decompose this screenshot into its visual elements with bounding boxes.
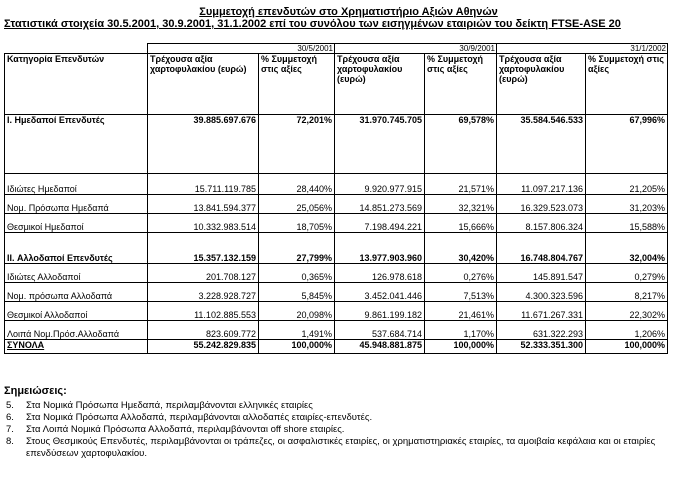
note-number: 5. <box>6 400 14 411</box>
share-cell: 18,705% <box>259 214 335 233</box>
share-cell: 1,491% <box>259 321 335 340</box>
value-cell: 3.228.928.727 <box>148 283 259 302</box>
table-row <box>5 233 668 264</box>
value-cell: 7.198.494.221 <box>335 214 425 233</box>
share-cell: 100,000% <box>259 340 335 354</box>
document-subtitle: Στατιστικά στοιχεία 30.5.2001, 30.9.2001, 31.1.2002 επί του συνόλου των εισηγμένων εταιριών του δείκτη FTSE-ASE 20 <box>4 18 621 30</box>
table-row <box>5 115 668 174</box>
header-category: Κατηγορία Επενδυτών <box>5 54 148 115</box>
share-cell: 21,461% <box>425 302 497 321</box>
share-cell: 72,201% <box>259 115 335 174</box>
header-value: Τρέχουσα αξία χαρτοφυλακίου (ευρώ) <box>497 54 586 115</box>
table-row <box>5 195 668 214</box>
table-row <box>5 302 668 321</box>
row-label: Νομ. πρόσωπα Αλλοδαπά <box>5 283 148 302</box>
value-cell: 145.891.547 <box>497 264 586 283</box>
share-cell: 20,098% <box>259 302 335 321</box>
share-cell: 100,000% <box>425 340 497 354</box>
header-row <box>5 54 668 115</box>
share-cell: 15,588% <box>586 214 668 233</box>
share-cell: 32,004% <box>586 233 668 264</box>
share-cell: 31,203% <box>586 195 668 214</box>
date-cell: 30/9/2001 <box>335 44 497 54</box>
header-value: Τρέχουσα αξία χαρτοφυλακίου (ευρώ) <box>335 54 425 115</box>
header-share: % Συμμετοχή στις αξίες <box>586 54 668 115</box>
value-cell: 52.333.351.300 <box>497 340 586 354</box>
value-cell: 16.748.804.767 <box>497 233 586 264</box>
value-cell: 35.584.546.533 <box>497 115 586 174</box>
value-cell: 11.102.885.553 <box>148 302 259 321</box>
notes-title: Σημειώσεις: <box>4 385 67 397</box>
document-title: Συμμετοχή επενδυτών στο Χρηματιστήριο Αξιών Αθηνών <box>199 6 498 18</box>
row-label: Νομ. Πρόσωπα Ημεδαπά <box>5 195 148 214</box>
value-cell: 13.977.903.960 <box>335 233 425 264</box>
share-cell: 1,170% <box>425 321 497 340</box>
value-cell: 10.332.983.514 <box>148 214 259 233</box>
share-cell: 67,996% <box>586 115 668 174</box>
note-text: Στα Νομικά Πρόσωπα Ημεδαπά, περιλαμβάνονται ελληνικές εταιρίες <box>26 400 313 411</box>
value-cell: 39.885.697.676 <box>148 115 259 174</box>
table-row <box>5 283 668 302</box>
value-cell: 9.920.977.915 <box>335 174 425 195</box>
value-cell: 15.711.119.785 <box>148 174 259 195</box>
share-cell: 100,000% <box>586 340 668 354</box>
row-label: Ιδιώτες Αλλοδαποί <box>5 264 148 283</box>
value-cell: 631.322.293 <box>497 321 586 340</box>
table-row <box>5 321 668 340</box>
row-label: Θεσμικοί Ημεδαποί <box>5 214 148 233</box>
share-cell: 28,440% <box>259 174 335 195</box>
share-cell: 22,302% <box>586 302 668 321</box>
value-cell: 4.300.323.596 <box>497 283 586 302</box>
note-item <box>6 424 686 436</box>
note-text: Στους Θεσμικούς Επενδυτές, περιλαμβάνονται οι τράπεζες, οι ασφαλιστικές εταιρίες, οι χρηματιστηριακές εταιρίες, τα αμοιβαία κεφάλαια και οι εταιρίες επενδύσεων χαρτοφυλακίου. <box>26 436 656 459</box>
header-share: % Συμμετοχή στις αξίες <box>259 54 335 115</box>
note-item <box>6 412 686 424</box>
note-number: 7. <box>6 424 14 435</box>
share-cell: 21,571% <box>425 174 497 195</box>
share-cell: 25,056% <box>259 195 335 214</box>
share-cell: 8,217% <box>586 283 668 302</box>
note-item <box>6 400 686 412</box>
note-text: Στα Νομικά Πρόσωπα Αλλοδαπά, περιλαμβάνονται αλλοδαπές εταιρίες-επενδυτές. <box>26 412 373 423</box>
share-cell: 15,666% <box>425 214 497 233</box>
dates-row <box>5 44 668 54</box>
value-cell: 537.684.714 <box>335 321 425 340</box>
header-value: Τρέχουσα αξία χαρτοφυλακίου (ευρώ) <box>148 54 259 115</box>
table-row <box>5 174 668 195</box>
share-cell: 5,845% <box>259 283 335 302</box>
value-cell: 3.452.041.446 <box>335 283 425 302</box>
note-item <box>6 436 686 460</box>
row-label: Ιδιώτες Ημεδαποί <box>5 174 148 195</box>
value-cell: 15.357.132.159 <box>148 233 259 264</box>
header-share: % Συμμετοχή στις αξίες <box>425 54 497 115</box>
share-cell: 7,513% <box>425 283 497 302</box>
value-cell: 126.978.618 <box>335 264 425 283</box>
note-text: Στα Λοιπά Νομικά Πρόσωπα Αλλοδαπά, περιλαμβάνονται off shore εταιρίες. <box>26 424 345 435</box>
value-cell: 201.708.127 <box>148 264 259 283</box>
share-cell: 0,365% <box>259 264 335 283</box>
row-label: Λοιπά Νομ.Πρόσ.Αλλοδαπά <box>5 321 148 340</box>
value-cell: 13.841.594.377 <box>148 195 259 214</box>
share-cell: 0,276% <box>425 264 497 283</box>
value-cell: 16.329.523.073 <box>497 195 586 214</box>
share-cell: 69,578% <box>425 115 497 174</box>
value-cell: 11.097.217.136 <box>497 174 586 195</box>
row-label: Θεσμικοί Αλλοδαποί <box>5 302 148 321</box>
date-cell: 30/5/2001 <box>148 44 335 54</box>
row-label: I. Ημεδαποί Επενδυτές <box>5 115 148 174</box>
value-cell: 55.242.829.835 <box>148 340 259 354</box>
share-cell: 1,206% <box>586 321 668 340</box>
note-number: 8. <box>6 436 14 447</box>
row-label: ΣΥΝΟΛΑ <box>5 340 148 354</box>
value-cell: 14.851.273.569 <box>335 195 425 214</box>
value-cell: 31.970.745.705 <box>335 115 425 174</box>
share-cell: 30,420% <box>425 233 497 264</box>
notes-list <box>6 400 686 460</box>
value-cell: 8.157.806.324 <box>497 214 586 233</box>
share-cell: 0,279% <box>586 264 668 283</box>
share-cell: 27,799% <box>259 233 335 264</box>
share-cell: 32,321% <box>425 195 497 214</box>
value-cell: 9.861.199.182 <box>335 302 425 321</box>
date-cell: 31/1/2002 <box>497 44 668 54</box>
table-row <box>5 214 668 233</box>
value-cell: 823.609.772 <box>148 321 259 340</box>
row-label: II. Αλλοδαποί Επενδυτές <box>5 233 148 264</box>
value-cell: 45.948.881.875 <box>335 340 425 354</box>
value-cell: 11.671.267.331 <box>497 302 586 321</box>
table-row <box>5 264 668 283</box>
table-row <box>5 340 668 354</box>
share-cell: 21,205% <box>586 174 668 195</box>
investors-table <box>4 43 668 354</box>
note-number: 6. <box>6 412 14 423</box>
